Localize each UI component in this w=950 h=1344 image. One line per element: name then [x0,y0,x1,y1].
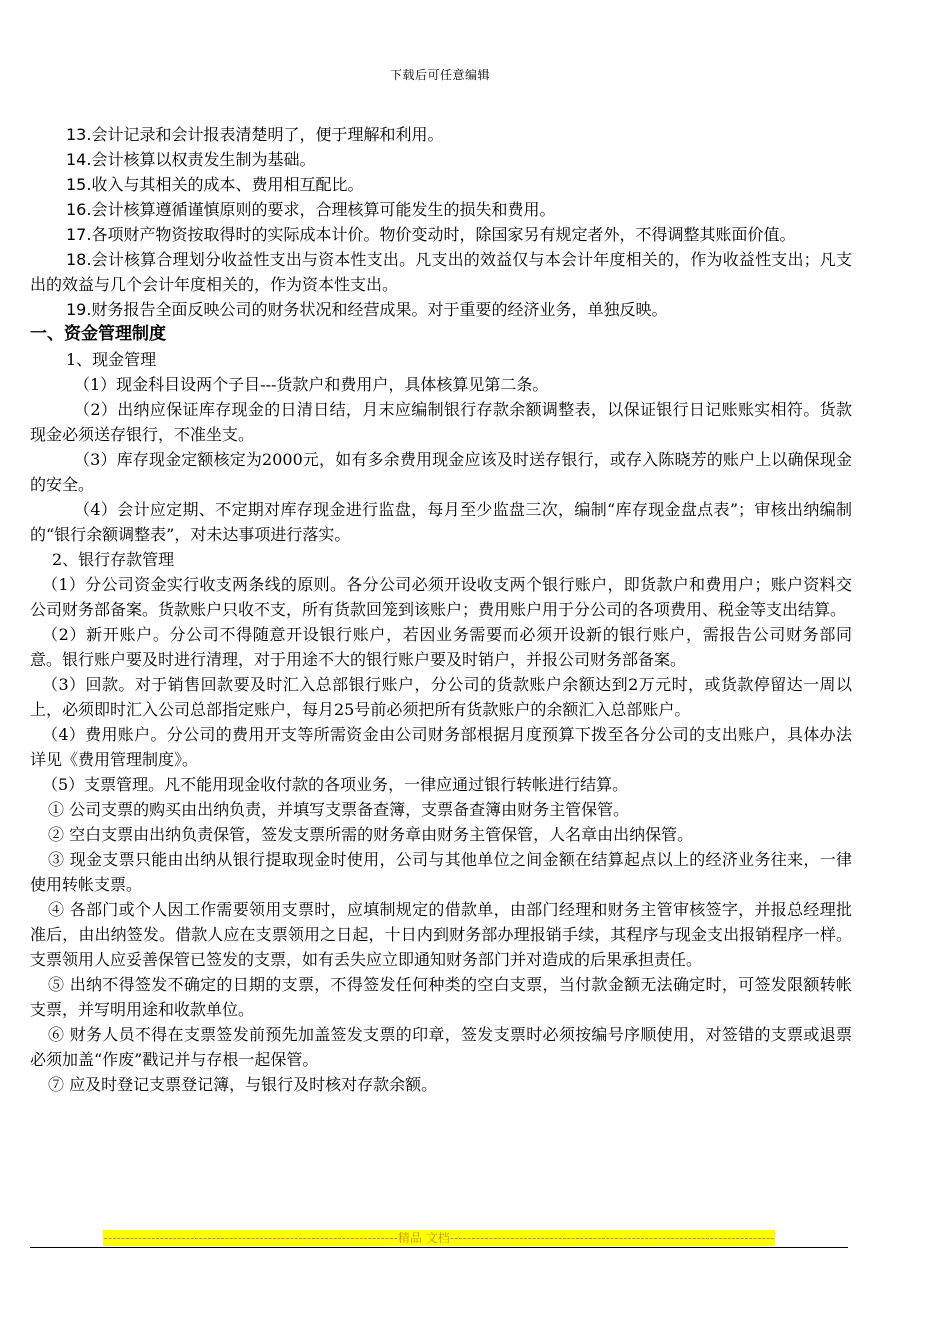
item-number: 18. [66,250,92,269]
item-number: 17. [66,225,92,244]
list-item-14 [30,147,852,172]
cash-paragraph-1: （1）现金科目设两个子目---货款户和费用户，具体核算见第二条。 [74,375,549,394]
item-text: 财务报告全面反映公司的财务状况和经营成果。对于重要的经济业务，单独反映。 [91,300,668,319]
item-text: 会计核算遵循谨慎原则的要求，合理核算可能发生的损失和费用。 [91,200,556,219]
subsection-title-cash: 1、现金管理 [66,350,157,369]
item-text: 各项财产物资按取得时的实际成本计价。物价变动时，除国家另有规定者外，不得调整其账面价值。 [91,225,796,244]
list-item-18 [30,247,852,297]
item-number: 13. [66,125,92,144]
item-number: 16. [66,200,92,219]
subsection-title-bank: 2、银行存款管理 [52,550,175,569]
header-note: 下载后可任意编辑 [389,68,490,82]
check-rule-3: ③ 现金支票只能由出纳从银行提取现金时使用，公司与其他单位之间金额在结算起点以上的经济业务往来，一律使用转帐支票。 [30,850,852,894]
bank-paragraph-3: （3）回款。对于销售回款要及时汇入总部银行账户，分公司的货款账户余额达到2万元时，或货款停留达一周以上，必须即时汇入公司总部指定账户，每月25号前必须把所有货款账户的余额汇入总部账户。 [30,675,852,719]
cash-paragraph-4: （4）会计应定期、不定期对库存现金进行监盘，每月至少监盘三次，编制“库存现金盘点表”；审核出纳编制的“银行余额调整表”，对未达事项进行落实。 [30,500,852,544]
list-item-17 [30,222,852,247]
check-rule-2: ② 空白支票由出纳负责保管，签发支票所需的财务章由财务主管保管，人名章由出纳保管。 [48,825,694,844]
item-text: 会计核算以权责发生制为基础。 [91,150,316,169]
item-number: 15. [66,175,92,194]
list-item-19 [30,297,852,322]
check-rule-1: ① 公司支票的购买由出纳负责，并填写支票备查簿，支票备查簿由财务主管保管。 [48,800,630,819]
cash-paragraph-2: （2）出纳应保证库存现金的日清日结，月末应编制银行存款余额调整表，以保证银行日记账账实相符。货款现金必须送存银行，不准坐支。 [30,400,852,444]
check-rule-7: ⑦ 应及时登记支票登记簿，与银行及时核对存款余额。 [48,1075,438,1094]
list-item-16 [30,197,852,222]
item-text: 会计记录和会计报表清楚明了，便于理解和利用。 [91,125,444,144]
section-heading: 一、资金管理制度 [30,324,166,344]
bank-paragraph-4: （4）费用账户。分公司的费用开支等所需资金由公司财务部根据月度预算下拨至各分公司的支出账户，具体办法详见《费用管理制度》。 [30,725,852,769]
check-rule-4: ④ 各部门或个人因工作需要领用支票时，应填制规定的借款单，由部门经理和财务主管审核签字，并报总经理批准后，由出纳签发。借款人应在支票领用之日起，十日内到财务部办理报销手续，其程序与现金支出报销程序一样。支票领用人应妥善保管已签发的支票，如有丢失应立即通知财务部门并对造成的后果承担责任。 [30,900,852,969]
document-body [30,122,852,1097]
footer-divider [30,1247,848,1248]
item-text: 收入与其相关的成本、费用相互配比。 [91,175,364,194]
list-item-15 [30,172,852,197]
item-number: 19. [66,300,92,319]
bank-paragraph-2: （2）新开账户。分公司不得随意开设银行账户，若因业务需要而必须开设新的银行账户，需报告公司财务部同意。银行账户要及时进行清理，对于用途不大的银行账户要及时销户，并报公司财务部备案。 [30,625,852,669]
bank-paragraph-1: （1）分公司资金实行收支两条线的原则。各分公司必须开设收支两个银行账户，即货款户和费用户；账户资料交公司财务部备案。货款账户只收不支，所有货款回笼到该账户；费用账户用于分公司的各项费用、税金等支出结算。 [30,575,852,619]
bank-paragraph-5: （5）支票管理。凡不能用现金收付款的各项业务，一律应通过银行转帐进行结算。 [42,775,629,794]
item-number: 14. [66,150,92,169]
check-rule-6: ⑥ 财务人员不得在支票签发前预先加盖签发支票的印章，签发支票时必须按编号序顺使用，对签错的支票或退票必须加盖“作废”戳记并与存根一起保管。 [30,1025,852,1069]
list-item-13 [30,122,852,147]
check-rule-5: ⑤ 出纳不得签发不确定的日期的支票，不得签发任何种类的空白支票，当付款金额无法确定时，可签发限额转帐支票，并写明用途和收款单位。 [30,975,852,1019]
footer-banner: --------------------------------------------------------------------精品 文档--------------------------------------------------------------------------- [103,1231,775,1245]
cash-paragraph-3: （3）库存现金定额核定为2000元，如有多余费用现金应该及时送存银行，或存入陈晓芳的账户上以确保现金的安全。 [30,450,852,494]
item-text: 会计核算合理划分收益性支出与资本性支出。凡支出的效益仅与本会计年度相关的，作为收益性支出；凡支出的效益与几个会计年度相关的，作为资本性支出。 [30,250,852,294]
